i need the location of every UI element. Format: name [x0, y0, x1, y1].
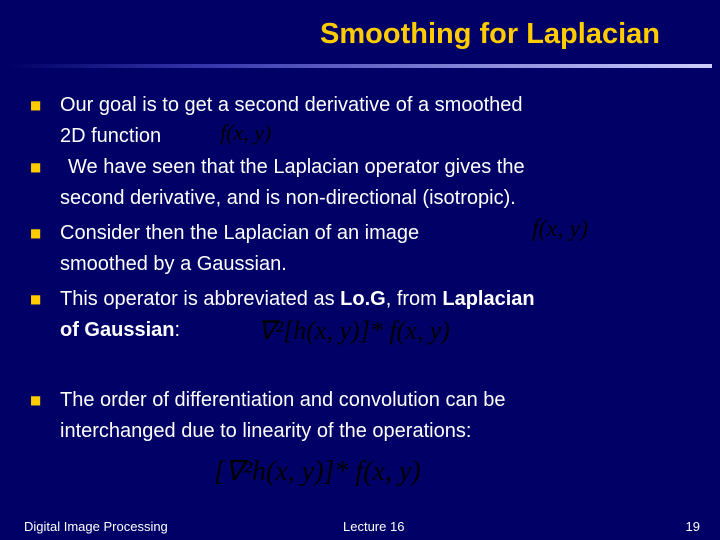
- bullet-5-line-1: The order of differentiation and convolution can be: [60, 389, 506, 411]
- bullet-1-line-1: Our goal is to get a second derivative of a smoothed: [60, 94, 523, 116]
- bullet-4-bold-log: Lo.G: [340, 288, 386, 310]
- bullet-marker-icon: ■: [30, 292, 42, 306]
- bullet-4-bold-laplacian: Laplacian: [442, 288, 535, 310]
- bullet-marker-icon: ■: [30, 98, 42, 112]
- math-f-xy-1: f(x, y): [220, 120, 272, 145]
- slide-title: Smoothing for Laplacian: [320, 18, 660, 50]
- bullet-2-line-2: second derivative, and is non-directional (isotropic).: [60, 187, 516, 209]
- bullet-4-bold-gaussian: of Gaussian: [60, 319, 175, 341]
- bullet-1-line-2: 2D function: [60, 125, 162, 147]
- math-f-xy-2: f(x, y): [532, 216, 588, 242]
- bullet-2-text: [60, 152, 670, 214]
- footer-course: Digital Image Processing: [24, 519, 168, 534]
- bullet-2-line-1: We have seen that the Laplacian operator gives the: [68, 156, 525, 178]
- bullet-4-text-b: , from: [385, 288, 443, 310]
- bullet-marker-icon: ■: [30, 226, 42, 240]
- bullet-5-text: [60, 385, 670, 447]
- bullet-3-line-1: Consider then the Laplacian of an image: [60, 222, 420, 244]
- bullet-marker-icon: ■: [30, 160, 42, 174]
- bullet-3-line-2: smoothed by a Gaussian.: [60, 253, 287, 275]
- footer-page-number: 19: [685, 519, 700, 534]
- bullet-4-line-1: [60, 284, 670, 315]
- bullet-marker-icon: ■: [30, 393, 42, 407]
- title-divider: [8, 64, 712, 68]
- math-swapped-expression: [∇²h(x, y)]* f(x, y): [214, 456, 421, 487]
- footer-lecture: Lecture 16: [343, 519, 405, 534]
- bullet-4-colon: :: [174, 319, 181, 341]
- bullet-4-text-a: This operator is abbreviated as: [60, 288, 341, 310]
- bullet-1-text: [60, 90, 670, 152]
- bullet-5-line-2: interchanged due to linearity of the operations:: [60, 420, 472, 442]
- math-log-expression: ∇²[h(x, y)]* f(x, y): [258, 316, 450, 345]
